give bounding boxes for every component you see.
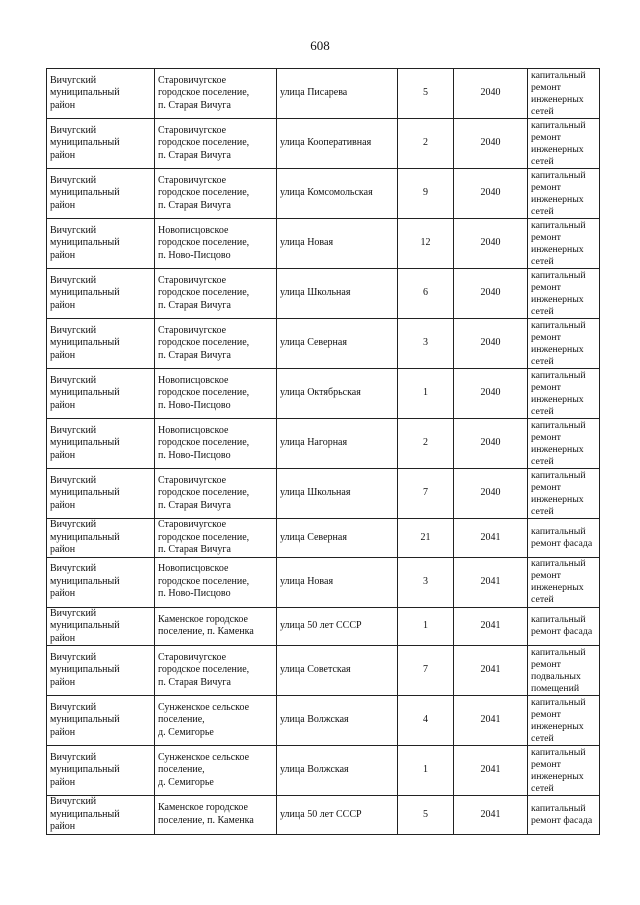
district-cell: Вичугский муниципальный район — [47, 369, 155, 419]
street-cell: улица Новая — [277, 219, 398, 269]
work-type-cell: капитальный ремонт инженерных сетей — [528, 369, 600, 419]
district-cell: Вичугский муниципальный район — [47, 169, 155, 219]
street-cell: улица Школьная — [277, 269, 398, 319]
table-row — [47, 696, 600, 746]
district-cell: Вичугский муниципальный район — [47, 469, 155, 519]
table-row — [47, 557, 600, 607]
settlement-cell: Старовичугское городское поселение, п. Старая Вичуга — [155, 119, 277, 169]
year-cell: 2040 — [454, 319, 528, 369]
settlement-cell: Новописцовское городское поселение, п. Ново-Писцово — [155, 419, 277, 469]
work-type-cell: капитальный ремонт инженерных сетей — [528, 419, 600, 469]
settlement-cell: Старовичугское городское поселение, п. Старая Вичуга — [155, 319, 277, 369]
work-type-cell: капитальный ремонт инженерных сетей — [528, 469, 600, 519]
work-type-cell: капитальный ремонт инженерных сетей — [528, 696, 600, 746]
house-number-cell: 6 — [398, 269, 454, 319]
street-cell: улица 50 лет СССР — [277, 607, 398, 646]
table-row — [47, 419, 600, 469]
district-cell: Вичугский муниципальный район — [47, 646, 155, 696]
house-number-cell: 3 — [398, 319, 454, 369]
settlement-cell: Сунженское сельское поселение, д. Семигорье — [155, 746, 277, 796]
house-number-cell: 21 — [398, 519, 454, 558]
street-cell: улица Новая — [277, 557, 398, 607]
house-number-cell: 1 — [398, 607, 454, 646]
street-cell: улица Волжская — [277, 696, 398, 746]
street-cell: улица Октябрьская — [277, 369, 398, 419]
street-cell: улица Кооперативная — [277, 119, 398, 169]
year-cell: 2040 — [454, 369, 528, 419]
house-number-cell: 7 — [398, 469, 454, 519]
table-row — [47, 796, 600, 835]
table-row — [47, 369, 600, 419]
district-cell: Вичугский муниципальный район — [47, 219, 155, 269]
table-row — [47, 607, 600, 646]
district-cell: Вичугский муниципальный район — [47, 519, 155, 558]
work-type-cell: капитальный ремонт фасада — [528, 519, 600, 558]
district-cell: Вичугский муниципальный район — [47, 746, 155, 796]
settlement-cell: Старовичугское городское поселение, п. Старая Вичуга — [155, 69, 277, 119]
year-cell: 2041 — [454, 796, 528, 835]
settlement-cell: Каменское городское поселение, п. Каменка — [155, 607, 277, 646]
district-cell: Вичугский муниципальный район — [47, 696, 155, 746]
work-type-cell: капитальный ремонт подвальных помещений — [528, 646, 600, 696]
work-type-cell: капитальный ремонт инженерных сетей — [528, 269, 600, 319]
district-cell: Вичугский муниципальный район — [47, 119, 155, 169]
table-body — [47, 69, 600, 835]
work-type-cell: капитальный ремонт фасада — [528, 796, 600, 835]
district-cell: Вичугский муниципальный район — [47, 796, 155, 835]
year-cell: 2040 — [454, 469, 528, 519]
work-type-cell: капитальный ремонт инженерных сетей — [528, 219, 600, 269]
settlement-cell: Старовичугское городское поселение, п. Старая Вичуга — [155, 519, 277, 558]
year-cell: 2041 — [454, 607, 528, 646]
table-row — [47, 119, 600, 169]
settlement-cell: Новописцовское городское поселение, п. Ново-Писцово — [155, 557, 277, 607]
street-cell: улица Советская — [277, 646, 398, 696]
house-number-cell: 1 — [398, 369, 454, 419]
house-number-cell: 12 — [398, 219, 454, 269]
street-cell: улица Северная — [277, 319, 398, 369]
table-row — [47, 169, 600, 219]
settlement-cell: Старовичугское городское поселение, п. Старая Вичуга — [155, 269, 277, 319]
house-number-cell: 4 — [398, 696, 454, 746]
table-row — [47, 746, 600, 796]
house-number-cell: 5 — [398, 69, 454, 119]
house-number-cell: 2 — [398, 119, 454, 169]
district-cell: Вичугский муниципальный район — [47, 557, 155, 607]
year-cell: 2040 — [454, 169, 528, 219]
year-cell: 2041 — [454, 557, 528, 607]
house-number-cell: 9 — [398, 169, 454, 219]
district-cell: Вичугский муниципальный район — [47, 319, 155, 369]
year-cell: 2041 — [454, 646, 528, 696]
street-cell: улица Комсомольская — [277, 169, 398, 219]
street-cell: улица Волжская — [277, 746, 398, 796]
year-cell: 2041 — [454, 519, 528, 558]
district-cell: Вичугский муниципальный район — [47, 269, 155, 319]
settlement-cell: Новописцовское городское поселение, п. Ново-Писцово — [155, 369, 277, 419]
street-cell: улица Писарева — [277, 69, 398, 119]
house-number-cell: 3 — [398, 557, 454, 607]
work-type-cell: капитальный ремонт инженерных сетей — [528, 319, 600, 369]
table-row — [47, 319, 600, 369]
settlement-cell: Старовичугское городское поселение, п. Старая Вичуга — [155, 646, 277, 696]
work-type-cell: капитальный ремонт инженерных сетей — [528, 557, 600, 607]
year-cell: 2040 — [454, 419, 528, 469]
repair-schedule-table — [46, 68, 600, 835]
settlement-cell: Каменское городское поселение, п. Каменка — [155, 796, 277, 835]
work-type-cell: капитальный ремонт инженерных сетей — [528, 746, 600, 796]
district-cell: Вичугский муниципальный район — [47, 607, 155, 646]
work-type-cell: капитальный ремонт инженерных сетей — [528, 69, 600, 119]
table-row — [47, 519, 600, 558]
year-cell: 2041 — [454, 746, 528, 796]
street-cell: улица 50 лет СССР — [277, 796, 398, 835]
table-row — [47, 469, 600, 519]
year-cell: 2040 — [454, 69, 528, 119]
district-cell: Вичугский муниципальный район — [47, 419, 155, 469]
house-number-cell: 5 — [398, 796, 454, 835]
district-cell: Вичугский муниципальный район — [47, 69, 155, 119]
settlement-cell: Сунженское сельское поселение, д. Семигорье — [155, 696, 277, 746]
street-cell: улица Северная — [277, 519, 398, 558]
settlement-cell: Старовичугское городское поселение, п. Старая Вичуга — [155, 469, 277, 519]
year-cell: 2040 — [454, 269, 528, 319]
work-type-cell: капитальный ремонт фасада — [528, 607, 600, 646]
table-row — [47, 269, 600, 319]
page-number: 608 — [310, 38, 330, 53]
table-row — [47, 219, 600, 269]
work-type-cell: капитальный ремонт инженерных сетей — [528, 169, 600, 219]
house-number-cell: 7 — [398, 646, 454, 696]
street-cell: улица Нагорная — [277, 419, 398, 469]
table-row — [47, 646, 600, 696]
year-cell: 2040 — [454, 219, 528, 269]
year-cell: 2041 — [454, 696, 528, 746]
house-number-cell: 2 — [398, 419, 454, 469]
settlement-cell: Новописцовское городское поселение, п. Ново-Писцово — [155, 219, 277, 269]
settlement-cell: Старовичугское городское поселение, п. Старая Вичуга — [155, 169, 277, 219]
house-number-cell: 1 — [398, 746, 454, 796]
year-cell: 2040 — [454, 119, 528, 169]
table-row — [47, 69, 600, 119]
work-type-cell: капитальный ремонт инженерных сетей — [528, 119, 600, 169]
street-cell: улица Школьная — [277, 469, 398, 519]
